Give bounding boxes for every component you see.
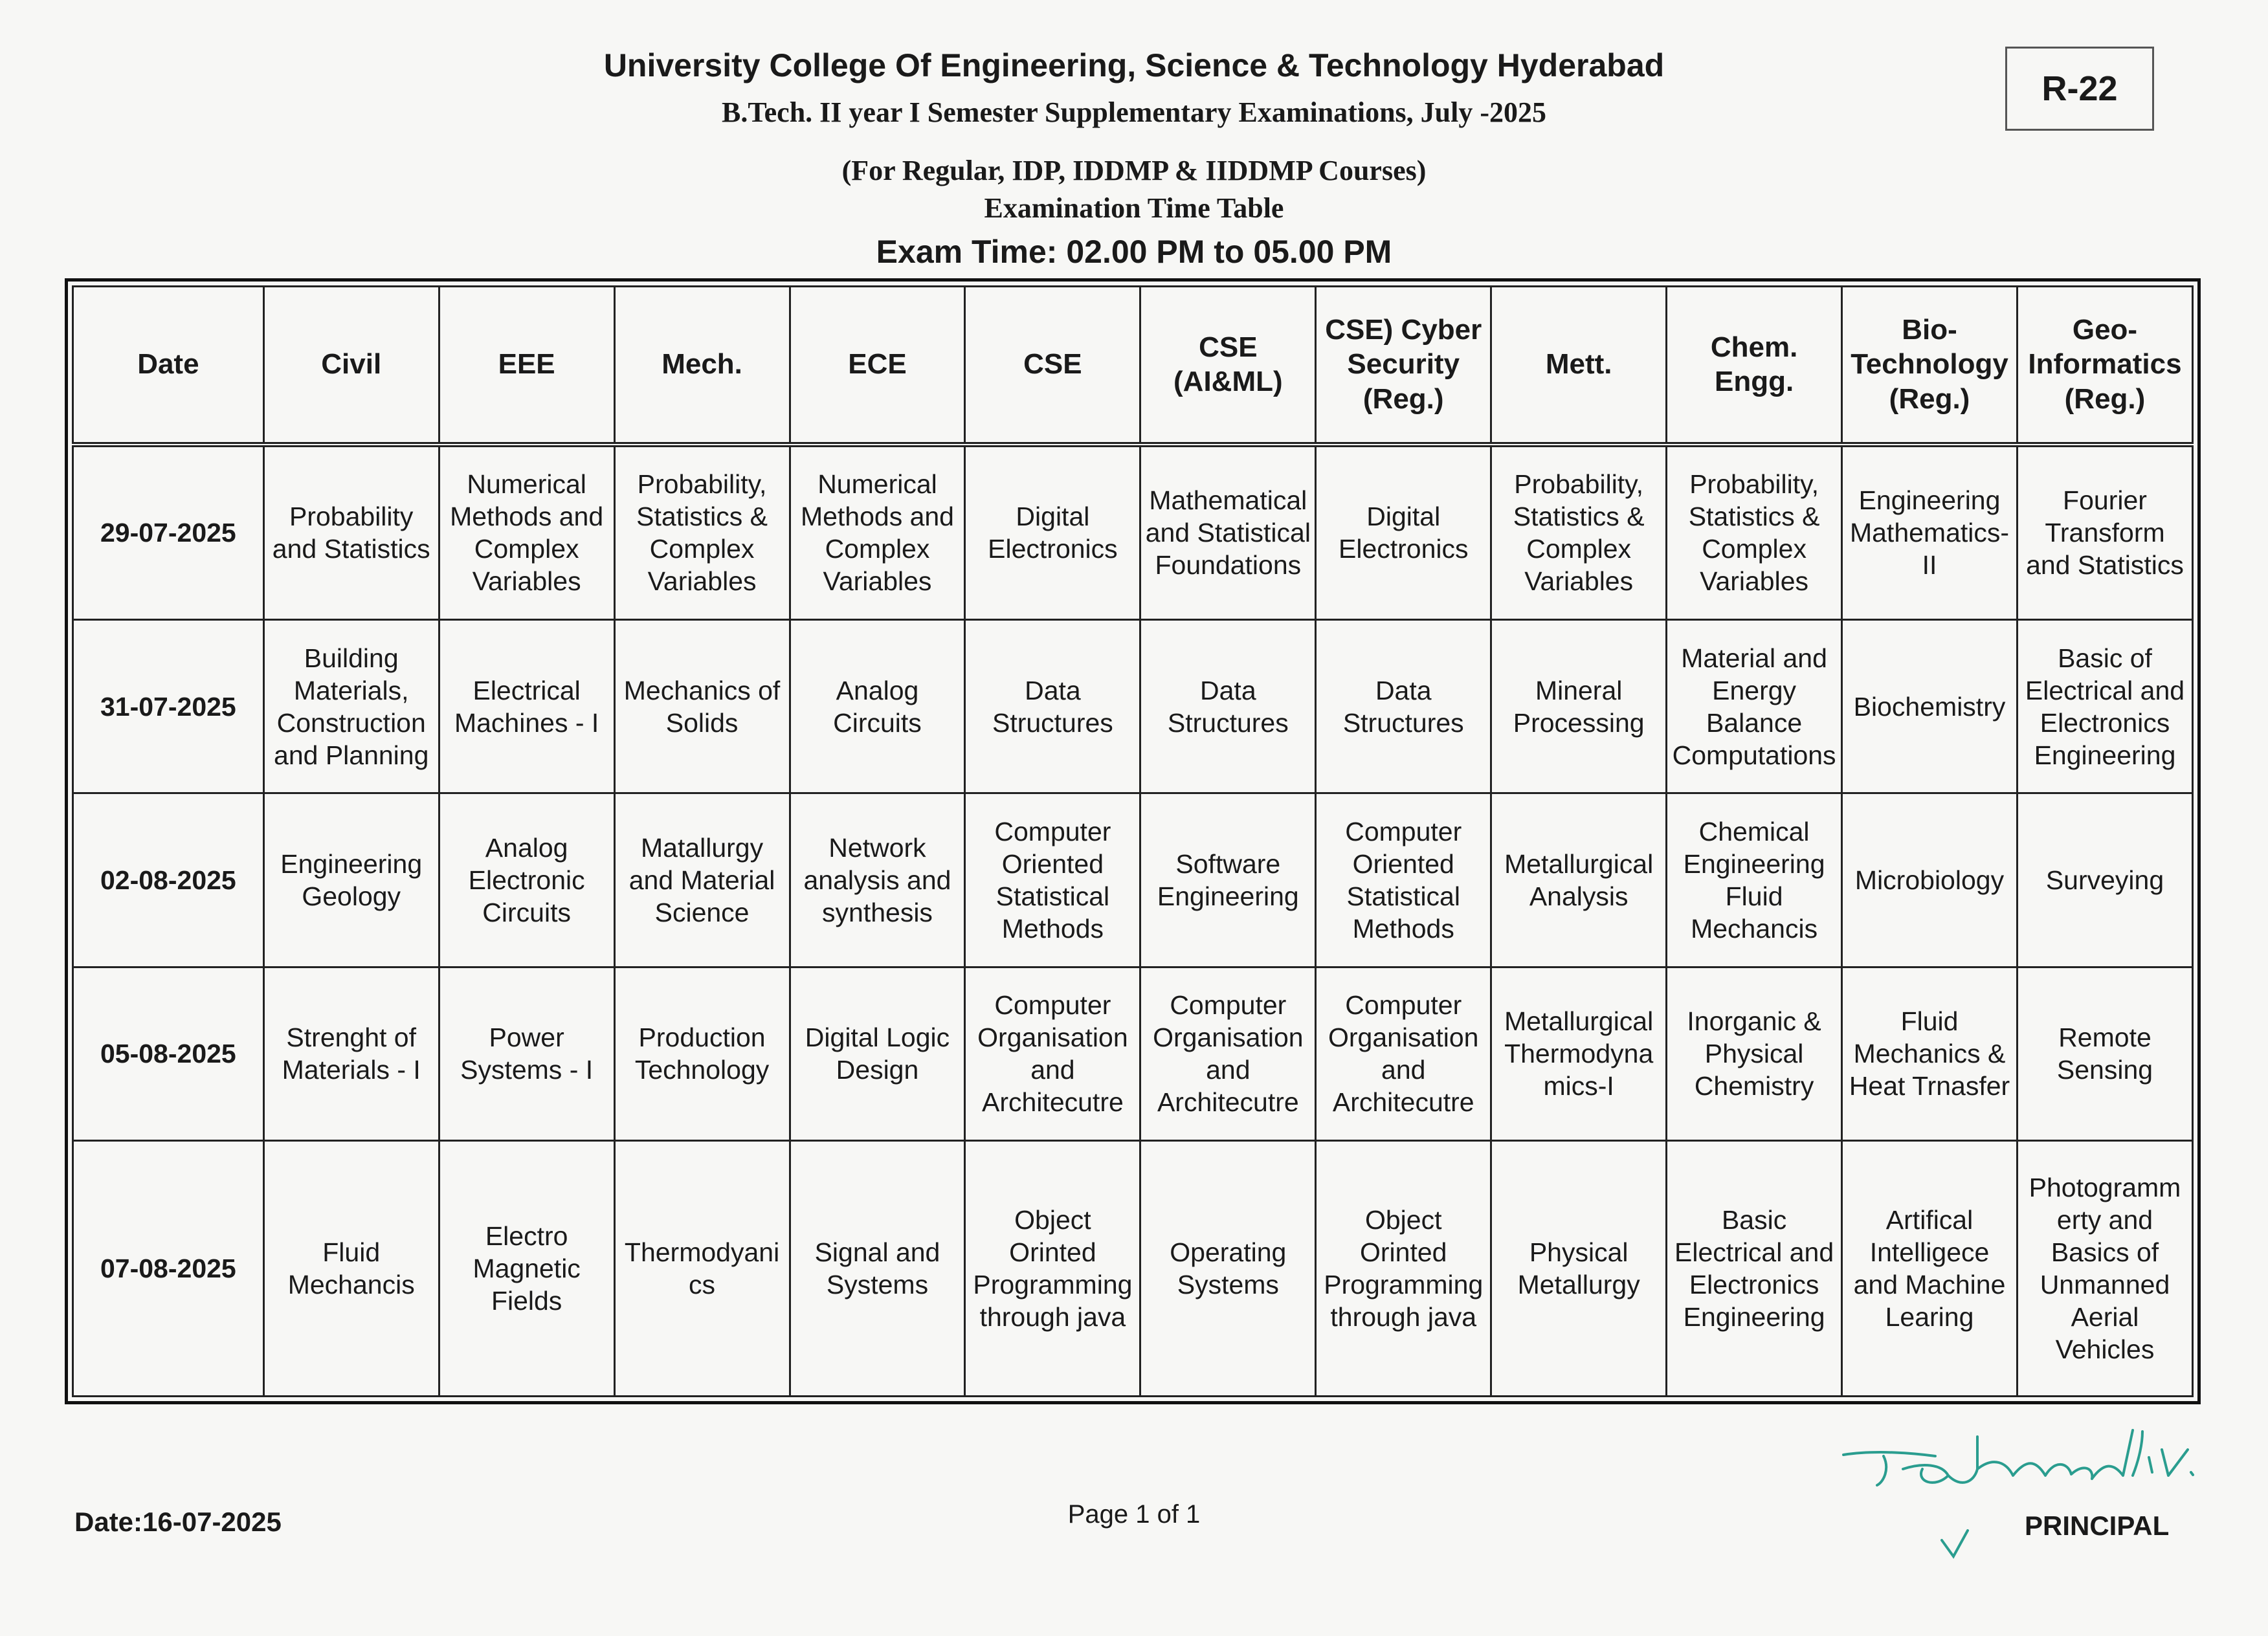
subject-cell: Analog Electronic Circuits	[439, 793, 614, 967]
subject-cell: Computer Oriented Statistical Methods	[1316, 793, 1491, 967]
column-header: Mech.	[614, 287, 790, 445]
subject-cell: Electrical Machines - I	[439, 620, 614, 793]
subject-cell: Probability, Statistics & Complex Variables	[1667, 445, 1842, 620]
exam-date-cell: 29-07-2025	[73, 445, 264, 620]
column-header: EEE	[439, 287, 614, 445]
subject-cell: Numerical Methods and Complex Variables	[439, 445, 614, 620]
exam-date-cell: 07-08-2025	[73, 1140, 264, 1396]
subject-cell: Matallurgy and Material Science	[614, 793, 790, 967]
subject-cell: Computer Organisation and Architecutre	[1316, 967, 1491, 1140]
column-header: ECE	[790, 287, 965, 445]
table-row	[73, 620, 2193, 793]
institution-name: University College Of Engineering, Science & Technology Hyderabad	[603, 47, 1665, 83]
column-header: CSE) Cyber Security (Reg.)	[1316, 287, 1491, 445]
subject-cell: Inorganic & Physical Chemistry	[1667, 967, 1842, 1140]
subject-cell: Material and Energy Balance Computations	[1667, 620, 1842, 793]
subject-cell: Probability, Statistics & Complex Variables	[1491, 445, 1667, 620]
subject-cell: Artifical Intelligece and Machine Learing	[1842, 1140, 2018, 1396]
column-header: Mett.	[1491, 287, 1667, 445]
exam-time: Exam Time: 02.00 PM to 05.00 PM	[876, 234, 1392, 270]
subject-cell: Analog Circuits	[790, 620, 965, 793]
subject-cell: Fluid Mechancis	[263, 1140, 439, 1396]
subject-cell: Metallurgical Thermodyna mics-I	[1491, 967, 1667, 1140]
page-number: Page 1 of 1	[1067, 1500, 1201, 1529]
subject-cell: Mathematical and Statistical Foundations	[1140, 445, 1316, 620]
timetable-frame	[65, 278, 2201, 1404]
subject-cell: Basic of Electrical and Electronics Engineering	[2017, 620, 2192, 793]
subject-cell: Mineral Processing	[1491, 620, 1667, 793]
subject-cell: Physical Metallurgy	[1491, 1140, 1667, 1396]
regulation-badge: R-22	[2005, 47, 2154, 131]
subject-cell: Object Orinted Programming through java	[965, 1140, 1140, 1396]
subject-cell: Data Structures	[1140, 620, 1316, 793]
column-header: Geo-Informatics (Reg.)	[2017, 287, 2192, 445]
subject-cell: Digital Electronics	[1316, 445, 1491, 620]
table-title: Examination Time Table	[984, 192, 1284, 224]
subject-cell: Mechanics of Solids	[614, 620, 790, 793]
subject-cell: Operating Systems	[1140, 1140, 1316, 1396]
subject-cell: Metallurgical Analysis	[1491, 793, 1667, 967]
column-header: Chem. Engg.	[1667, 287, 1842, 445]
table-row	[73, 445, 2193, 620]
subject-cell: Strenght of Materials - I	[263, 967, 439, 1140]
exam-title: B.Tech. II year I Semester Supplementary Examinations, July -2025	[721, 96, 1547, 128]
column-header: Bio-Technology (Reg.)	[1842, 287, 2018, 445]
subject-cell: Power Systems - I	[439, 967, 614, 1140]
subject-cell: Data Structures	[965, 620, 1140, 793]
subject-cell: Probability, Statistics & Complex Variables	[614, 445, 790, 620]
subject-cell: Digital Logic Design	[790, 967, 965, 1140]
subject-cell: Computer Organisation and Architecutre	[1140, 967, 1316, 1140]
subject-cell: Fourier Transform and Statistics	[2017, 445, 2192, 620]
table-row	[73, 1140, 2193, 1396]
subject-cell: Biochemistry	[1842, 620, 2018, 793]
courses-note: (For Regular, IDP, IDDMP & IIDDMP Courses)	[841, 155, 1427, 186]
subject-cell: Object Orinted Programming through java	[1316, 1140, 1491, 1396]
exam-date-cell: 31-07-2025	[73, 620, 264, 793]
subject-cell: Electro Magnetic Fields	[439, 1140, 614, 1396]
subject-cell: Production Technology	[614, 967, 790, 1140]
subject-cell: Computer Organisation and Architecutre	[965, 967, 1140, 1140]
subject-cell: Thermodyani cs	[614, 1140, 790, 1396]
column-header: Date	[73, 287, 264, 445]
subject-cell: Numerical Methods and Complex Variables	[790, 445, 965, 620]
table-body	[73, 445, 2193, 1397]
subject-cell: Engineering Mathematics-II	[1842, 445, 2018, 620]
subject-cell: Signal and Systems	[790, 1140, 965, 1396]
timetable	[72, 285, 2194, 1397]
subject-cell: Basic Electrical and Electronics Engineering	[1667, 1140, 1842, 1396]
exam-date-cell: 02-08-2025	[73, 793, 264, 967]
column-header: Civil	[263, 287, 439, 445]
subject-cell: Building Materials, Construction and Planning	[263, 620, 439, 793]
subject-cell: Surveying	[2017, 793, 2192, 967]
principal-label: PRINCIPAL	[2025, 1510, 2170, 1541]
subject-cell: Remote Sensing	[2017, 967, 2192, 1140]
table-row	[73, 793, 2193, 967]
subject-cell: Fluid Mechanics & Heat Trnasfer	[1842, 967, 2018, 1140]
subject-cell: Chemical Engineering Fluid Mechancis	[1667, 793, 1842, 967]
subject-cell: Computer Oriented Statistical Methods	[965, 793, 1140, 967]
table-row	[73, 967, 2193, 1140]
subject-cell: Network analysis and synthesis	[790, 793, 965, 967]
table-header-row	[73, 287, 2193, 445]
subject-cell: Digital Electronics	[965, 445, 1140, 620]
subject-cell: Data Structures	[1316, 620, 1491, 793]
subject-cell: Photogramm erty and Basics of Unmanned Aerial Vehicles	[2017, 1140, 2192, 1396]
subject-cell: Engineering Geology	[263, 793, 439, 967]
subject-cell: Probability and Statistics	[263, 445, 439, 620]
subject-cell: Microbiology	[1842, 793, 2018, 967]
issue-date: Date:16-07-2025	[74, 1507, 282, 1537]
exam-date-cell: 05-08-2025	[73, 967, 264, 1140]
subject-cell: Software Engineering	[1140, 793, 1316, 967]
column-header: CSE (AI&ML)	[1140, 287, 1316, 445]
column-header: CSE	[965, 287, 1140, 445]
